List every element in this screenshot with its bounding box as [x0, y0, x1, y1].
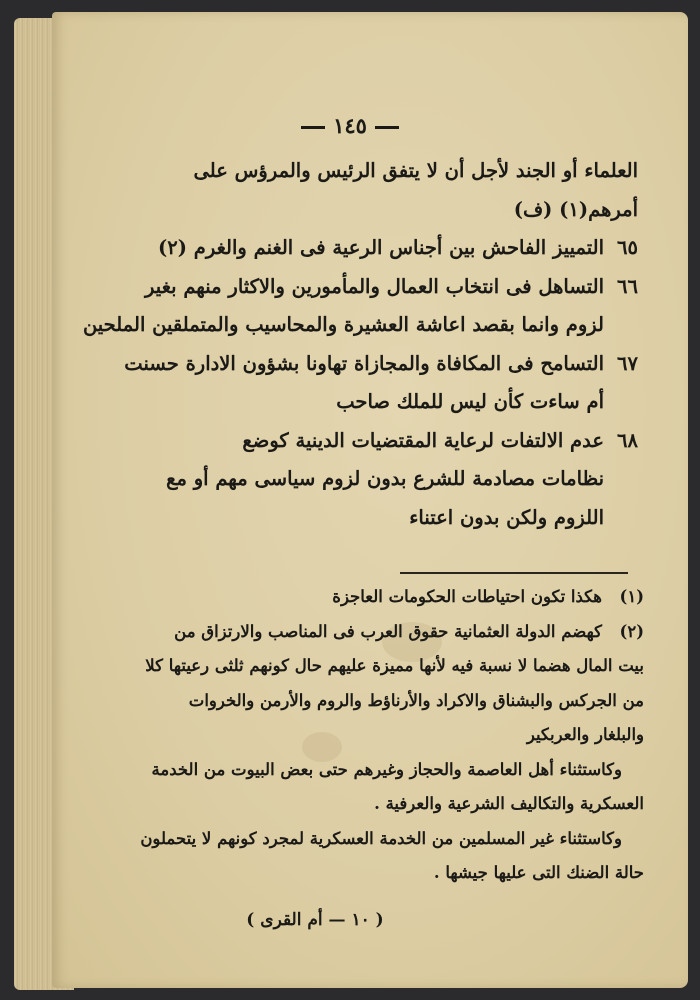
footnote-marker: (١): [619, 587, 644, 606]
text-line: [82, 306, 638, 345]
footnote-line: [154, 684, 644, 719]
item-number: ٦٥: [617, 236, 638, 259]
text-line: [158, 191, 638, 230]
dash-right: [301, 126, 325, 129]
footnote-text: وكاستثناء غير المسلمين من الخدمة العسكرية لمجرد كونهم لا يتحملون: [140, 828, 622, 848]
footnote-marker: (٢): [619, 621, 644, 641]
footnote-text: من الجركس والبشناق والاكراد والأرناؤط والروم والأرمن والخروات: [188, 690, 644, 710]
footnote-text: العسكرية والتكاليف الشرعية والعرفية .: [374, 794, 644, 813]
text-line: [158, 229, 638, 268]
line-text: عدم الالتفات لرعاية المقتضيات الدينية كوضع: [242, 428, 604, 452]
item-number: ٦٦: [617, 274, 638, 298]
footnote-text: بيت المال هضما لا نسبة فيه لأنها مميزة عليهم حال كونهم ثلثى رعيتها كلا: [145, 656, 644, 675]
footnote-line: [154, 856, 644, 891]
footnote-line: [154, 615, 644, 650]
footnote-text: وكاستثناء أهل العاصمة والحجاز وغيرهم حتى بعض البيوت من الخدمة: [151, 759, 622, 779]
footnote-text: هكذا تكون احتياطات الحكومات العاجزة: [332, 587, 602, 606]
footnote-line: [145, 649, 644, 684]
item-number: ٦٨: [617, 428, 638, 452]
footnote-line: [154, 580, 644, 615]
item-number: ٦٧: [617, 351, 638, 375]
page-number-text: ١٤٥: [333, 113, 367, 138]
text-line: [158, 460, 638, 499]
footnote-text: كهضم الدولة العثمانية حقوق العرب فى المناصب والارتزاق من: [174, 621, 602, 641]
footnote-separator: [400, 572, 628, 574]
text-line: [158, 383, 638, 422]
dash-left: [375, 126, 399, 129]
footnotes: [140, 580, 644, 891]
page-number: [0, 113, 700, 138]
line-text: العلماء أو الجند لأجل أن لا يتفق الرئيس والمرؤس على: [193, 159, 638, 182]
line-text: أم ساءت كأن ليس للملك صاحب: [336, 390, 604, 413]
footnote-line: [151, 753, 644, 788]
footnote-line: [154, 718, 644, 753]
main-text: [82, 152, 638, 537]
footnote-text: حالة الضنك التى عليها جيشها .: [433, 863, 644, 882]
text-line: [145, 268, 638, 307]
line-text: التسامح فى المكافاة والمجازاة تهاونا بشؤون الادارة حسنت: [124, 351, 604, 375]
text-line: [158, 422, 638, 461]
text-line: [124, 345, 638, 384]
line-text: أمرهم(١) (ف): [513, 197, 638, 221]
line-text: اللزوم ولكن بدون اعتناء: [409, 505, 604, 529]
footnote-text: والبلغار والعربكير: [526, 725, 644, 744]
footnote-line: [140, 822, 644, 857]
page-footer: ( ١٠ — أم القرى ): [246, 910, 384, 930]
line-text: لزوم وانما بقصد اعاشة العشيرة والمحاسيب والمتملقين الملحين: [82, 313, 604, 336]
line-text: التساهل فى انتخاب العمال والمأمورين والاكثار منهم بغير: [145, 274, 604, 298]
text-line: [158, 499, 638, 538]
text-line: [158, 152, 638, 191]
line-text: التمييز الفاحش بين أجناس الرعية فى الغنم والغرم (٢): [158, 236, 604, 259]
line-text: نظامات مصادمة للشرع بدون لزوم سياسى مهم أو مع: [166, 467, 604, 490]
footnote-line: [154, 787, 644, 822]
